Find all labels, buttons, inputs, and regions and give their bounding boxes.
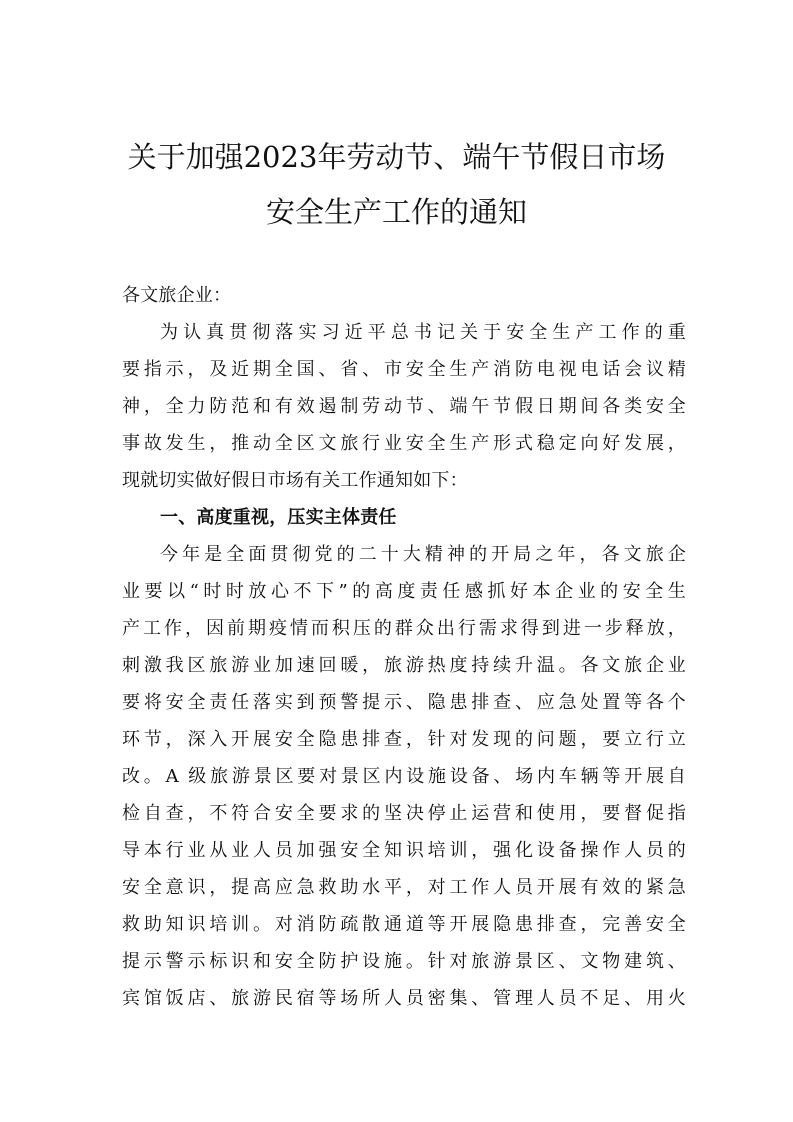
salutation: 各文旅企业： xyxy=(122,285,232,306)
paragraph-line: 要将安全责任落实到预警提示、隐患排查、应急处置等各个 xyxy=(122,692,686,713)
paragraph-line: 要指示，及近期全国、省、市安全生产消防电视电话会议精 xyxy=(122,359,686,380)
paragraph-line: 产工作，因前期疫情而积压的群众出行需求得到进一步释放， xyxy=(122,618,686,639)
paragraph-line: 宾馆饭店、旅游民宿等场所人员密集、管理人员不足、用火 xyxy=(122,988,686,1009)
paragraph-line: 为认真贯彻落实习近平总书记关于安全生产工作的重 xyxy=(160,322,686,343)
paragraph-line: 今年是全面贯彻党的二十大精神的开局之年，各文旅企 xyxy=(160,544,686,565)
document-title-line-1: 关于加强2023年劳动节、端午节假日市场 xyxy=(127,140,666,174)
paragraph-line: 救助知识培训。对消防疏散通道等开展隐患排查，完善安全 xyxy=(122,914,686,935)
document-title-line-2: 安全生产工作的通知 xyxy=(265,195,527,229)
paragraph-line: 事故发生，推动全区文旅行业安全生产形式稳定向好发展， xyxy=(122,433,686,454)
paragraph-line: 环节，深入开展安全隐患排查，针对发现的问题，要立行立 xyxy=(122,729,686,750)
paragraph-line: 安全意识，提高应急救助水平，对工作人员开展有效的紧急 xyxy=(122,877,686,898)
section-heading: 一、高度重视，压实主体责任 xyxy=(160,507,397,528)
paragraph-line: 神，全力防范和有效遏制劳动节、端午节假日期间各类安全 xyxy=(122,396,686,417)
paragraph-line: 改。A 级旅游景区要对景区内设施设备、场内车辆等开展自 xyxy=(122,766,686,787)
paragraph-line: 现就切实做好假日市场有关工作通知如下： xyxy=(122,470,468,491)
paragraph-line: 刺激我区旅游业加速回暖，旅游热度持续升温。各文旅企业 xyxy=(122,655,686,676)
document-body xyxy=(122,277,686,1017)
paragraph-line: 导本行业从业人员加强安全知识培训，强化设备操作人员的 xyxy=(122,840,686,861)
paragraph-line: 业要以“时时放心不下”的高度责任感抓好本企业的安全生 xyxy=(122,581,686,602)
paragraph-line: 检自查，不符合安全要求的坚决停止运营和使用，要督促指 xyxy=(122,803,686,824)
paragraph-line: 提示警示标识和安全防护设施。针对旅游景区、文物建筑、 xyxy=(122,951,686,972)
